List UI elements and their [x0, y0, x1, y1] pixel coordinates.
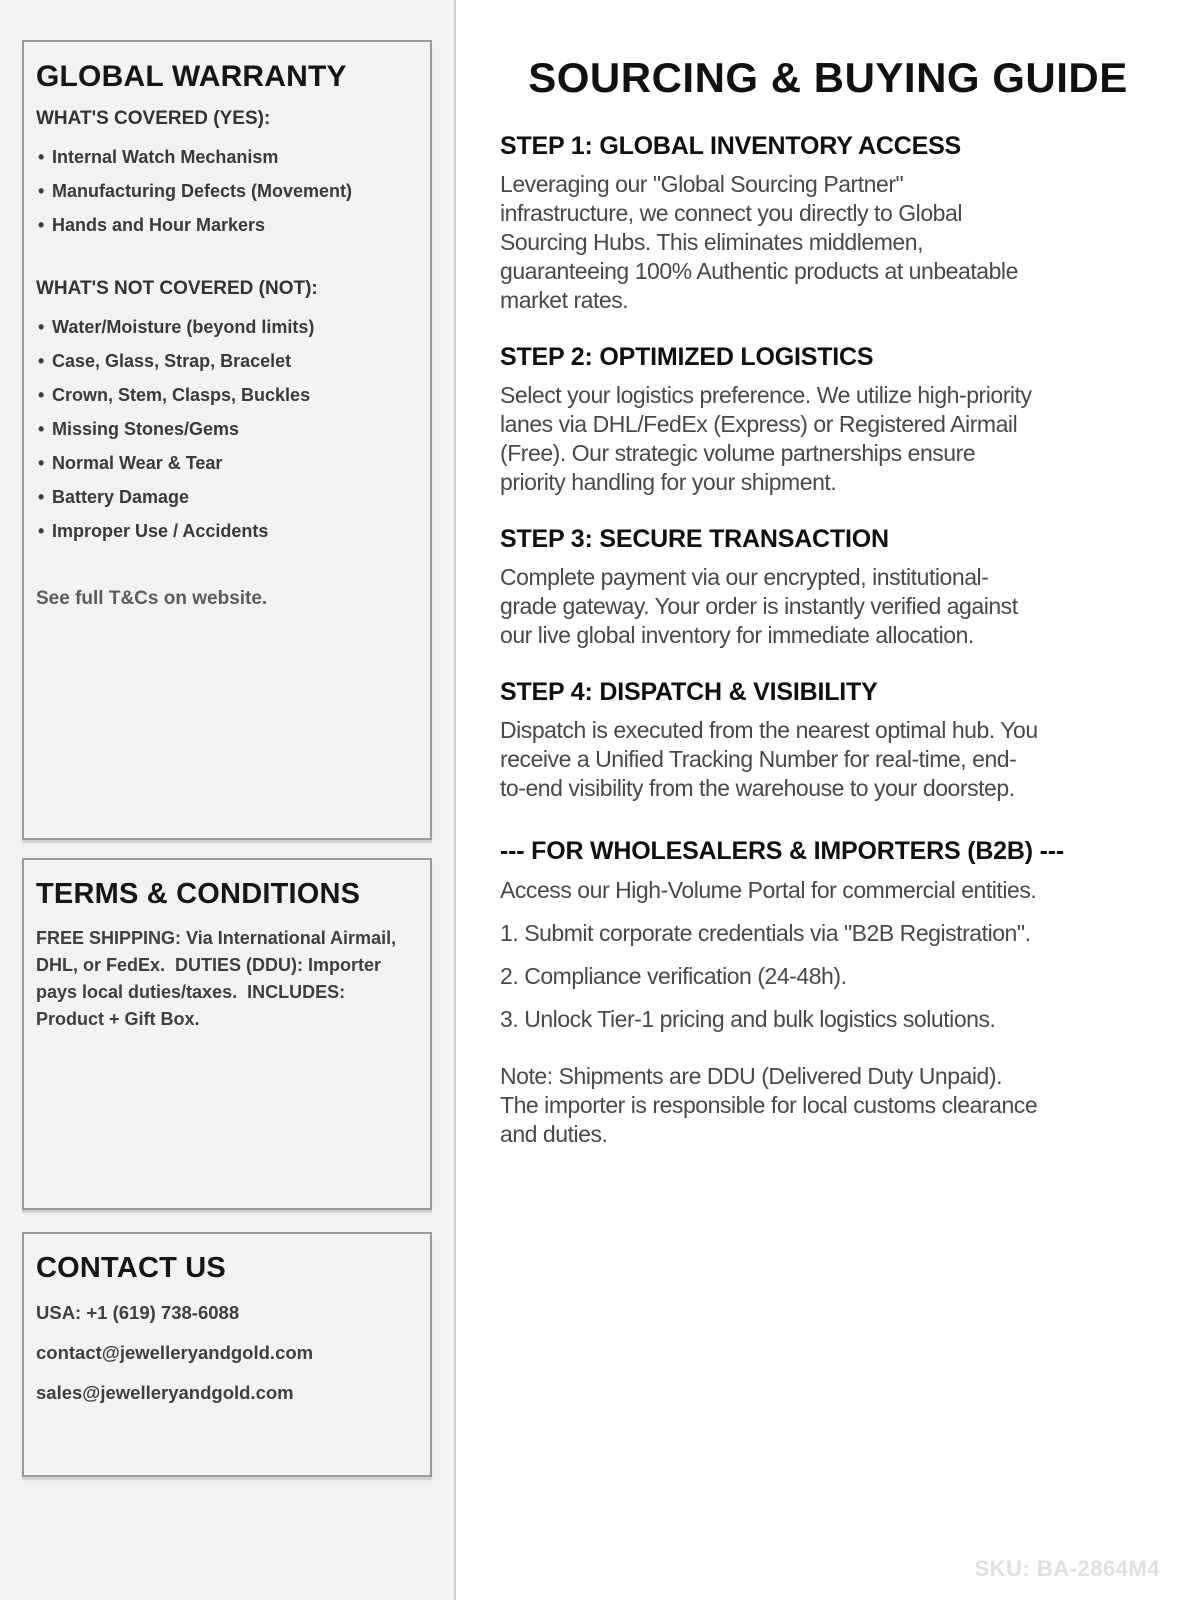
main-content	[456, 0, 1200, 1600]
b2b-section	[500, 837, 1156, 1149]
b2b-item-2: 2. Compliance verification (24-48h).	[500, 963, 847, 989]
step-2-body: Select your logistics preference. We utilize high-priority lanes via DHL/FedEx (Express) or Registered Airmail (Free). Our strategic volume partnerships ensure priority handling for your shipment.	[500, 382, 1032, 495]
step-4-body: Dispatch is executed from the nearest optimal hub. You receive a Unified Tracking Number for real-time, end-to-end visibility from the warehouse to your doorstep.	[500, 717, 1038, 801]
step-3-section	[500, 525, 1156, 650]
list-item: • Internal Watch Mechanism	[36, 140, 418, 174]
step-3-body: Complete payment via our encrypted, institutional-grade gateway. Your order is instantly verified against our live global inventory for immediate allocation.	[500, 564, 1018, 648]
sidebar	[0, 0, 456, 1600]
b2b-intro: Access our High-Volume Portal for commercial entities.	[500, 877, 1037, 903]
step-2-heading: STEP 2: OPTIMIZED LOGISTICS	[500, 343, 874, 371]
warranty-footnote: See full T&Cs on website.	[36, 588, 268, 609]
list-item: • Case, Glass, Strap, Bracelet	[36, 344, 418, 378]
list-item: • Missing Stones/Gems	[36, 412, 418, 446]
list-item: • Manufacturing Defects (Movement)	[36, 174, 418, 208]
contact-email-sales: sales@jewelleryandgold.com	[36, 1382, 294, 1403]
covered-heading: WHAT'S COVERED (YES):	[36, 108, 271, 129]
not-covered-heading: WHAT'S NOT COVERED (NOT):	[36, 278, 318, 299]
step-3-heading: STEP 3: SECURE TRANSACTION	[500, 525, 889, 553]
terms-title: TERMS & CONDITIONS	[36, 878, 361, 910]
contact-title: CONTACT US	[36, 1252, 226, 1284]
b2b-note: Note: Shipments are DDU (Delivered Duty Unpaid). The importer is responsible for local customs clearance and duties.	[500, 1063, 1038, 1147]
list-item: • Water/Moisture (beyond limits)	[36, 310, 418, 344]
sku-label: SKU: BA-2864M4	[974, 1556, 1160, 1581]
step-1-heading: STEP 1: GLOBAL INVENTORY ACCESS	[500, 132, 962, 160]
list-item: • Improper Use / Accidents	[36, 514, 418, 548]
step-1-body: Leveraging our "Global Sourcing Partner" infrastructure, we connect you directly to Global Sourcing Hubs. This eliminates middlemen, guaranteeing 100% Authentic products at unbeatable market rates.	[500, 171, 1018, 313]
list-item: • Hands and Hour Markers	[36, 208, 418, 242]
terms-body: FREE SHIPPING: Via International Airmail, DHL, or FedEx. DUTIES (DDU): Importer pays local duties/taxes. INCLUDES: Product + Gift Box.	[36, 928, 402, 1029]
b2b-item-3: 3. Unlock Tier-1 pricing and bulk logistics solutions.	[500, 1006, 996, 1032]
terms-conditions-box	[22, 858, 432, 1210]
covered-list	[36, 140, 418, 242]
b2b-item-1: 1. Submit corporate credentials via "B2B Registration".	[500, 920, 1031, 946]
warranty-title: GLOBAL WARRANTY	[36, 60, 347, 93]
page-title: SOURCING & BUYING GUIDE	[528, 54, 1128, 101]
step-2-section	[500, 343, 1156, 497]
step-1-section	[500, 132, 1156, 315]
not-covered-list	[36, 310, 418, 548]
step-4-section	[500, 678, 1156, 803]
list-item: • Battery Damage	[36, 480, 418, 514]
contact-us-box	[22, 1232, 432, 1477]
b2b-heading: --- FOR WHOLESALERS & IMPORTERS (B2B) ---	[500, 837, 1064, 865]
list-item: • Normal Wear & Tear	[36, 446, 418, 480]
contact-email-primary: contact@jewelleryandgold.com	[36, 1342, 314, 1363]
list-item: • Crown, Stem, Clasps, Buckles	[36, 378, 418, 412]
contact-phone: USA: +1 (619) 738-6088	[36, 1302, 240, 1323]
global-warranty-box	[22, 40, 432, 840]
step-4-heading: STEP 4: DISPATCH & VISIBILITY	[500, 678, 878, 706]
